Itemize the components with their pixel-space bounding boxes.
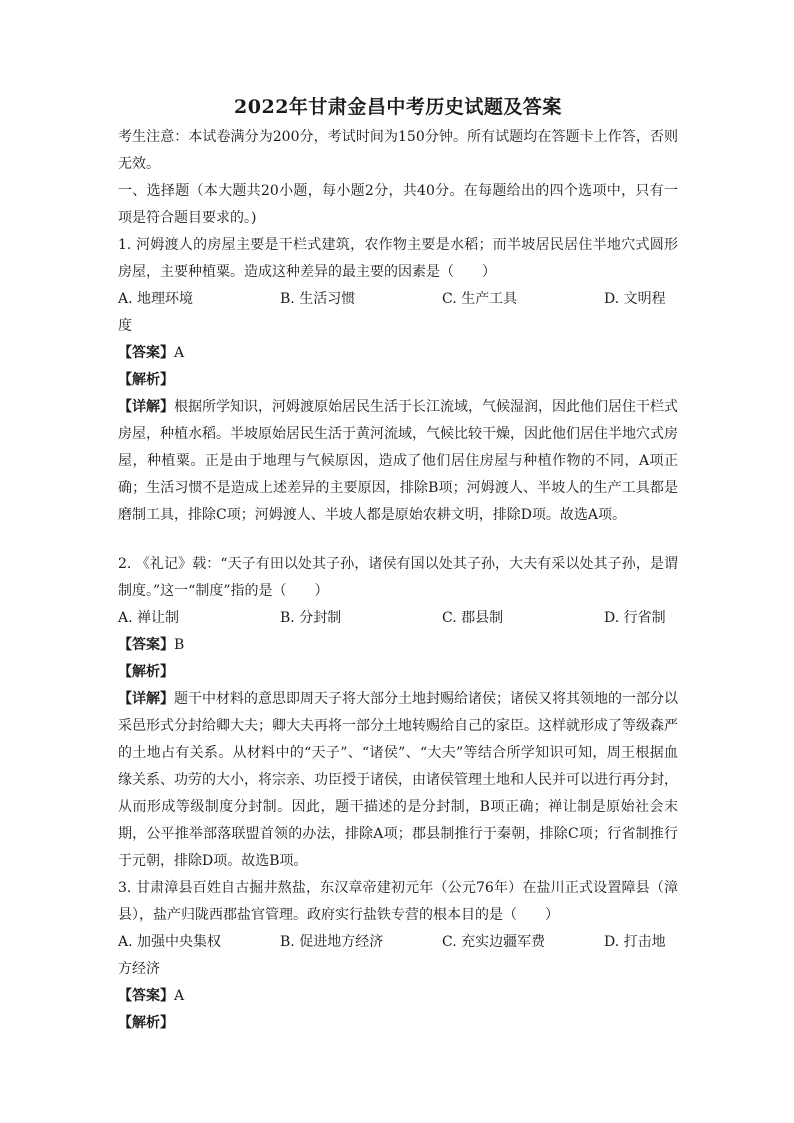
detail-paragraph [118,394,678,529]
question-1 [118,232,678,529]
analysis-label: 【解析】 [118,372,174,388]
option-b: B. 生活习惯 [280,291,356,307]
exam-notice: 考生注意：本试卷满分为200分，考试时间为150分钟。所有试题均在答题卡上作答，否则无效。 [118,129,678,172]
option-d: D. 打击地 [604,934,666,950]
answer-label: 【答案】 [118,637,174,653]
page-title: 2022年甘肃金昌中考历史试题及答案 [234,96,562,118]
section-heading: 一、选择题（本大题共20小题，每小题2分，共40分。在每题给出的四个选项中，只有一项是符合题目要求的。) [118,183,678,226]
option-c: C. 郡县制 [442,610,504,626]
option-c: C. 充实边疆军费 [442,934,546,950]
option-a: A. 加强中央集权 [118,934,222,950]
analysis-label: 【解析】 [118,664,174,680]
answer-line [118,340,678,367]
option-a: A. 地理环境 [118,291,194,307]
question-options [118,286,678,313]
option-wrap: 方经济 [118,961,160,977]
option-wrap: 度 [118,318,132,334]
option-c: C. 生产工具 [442,291,518,307]
answer-label: 【答案】 [118,988,174,1004]
question-stem: 3. 甘肃漳县百姓自古掘井熬盐，东汉章帝建初元年（公元76年）在盐川正式设置障县（漳县），盐产归陇西郡盐官管理。政府实行盐铁专营的根本目的是（ ） [118,880,678,923]
option-d: D. 文明程 [604,291,666,307]
detail-paragraph [118,686,678,875]
spacer [118,529,678,551]
analysis-label: 【解析】 [118,1015,174,1031]
question-2 [118,551,678,875]
answer-value: A [174,345,185,361]
option-b: B. 分封制 [280,610,342,626]
option-b: B. 促进地方经济 [280,934,384,950]
detail-label: 【详解】 [118,691,174,707]
option-d: D. 行省制 [604,610,666,626]
answer-line [118,983,678,1010]
question-options [118,605,678,632]
answer-value: A [174,988,185,1004]
question-stem: 2. 《礼记》载：“天子有田以处其子孙，诸侯有国以处其子孙，大夫有采以处其子孙，是谓制度。”这一“制度”指的是（ ） [118,556,678,599]
answer-value: B [174,637,185,653]
detail-text: 根据所学知识，河姆渡原始居民生活于长江流域，气候湿润，因此他们居住干栏式房屋，种植水稻。半坡原始居民生活于黄河流域，气候比较干燥，因此他们居住半地穴式房屋，种植粟。正是由于地理与气候原因，造成了他们居住房屋与种植作物的不同，A项正确；生活习惯不是造成上述差异的主要原因，排除B项；河姆渡人、半坡人的生产工具都是磨制工具，排除C项；河姆渡人、半坡人都是原始农耕文明，排除D项。故选A项。 [118,399,678,523]
answer-label: 【答案】 [118,345,174,361]
question-stem: 1. 河姆渡人的房屋主要是干栏式建筑，农作物主要是水稻；而半坡居民居住半地穴式圆形房屋，主要种植粟。造成这种差异的最主要的因素是（ ） [118,237,678,280]
detail-text: 题干中材料的意思即周天子将大部分土地封赐给诸侯；诸侯又将其领地的一部分以采邑形式分封给卿大夫；卿大夫再将一部分土地转赐给自己的家臣。这样就形成了等级森严的土地占有关系。从材料中的“天子”、“诸侯”、“大夫”等结合所学知识可知，周王根据血缘关系、功劳的大小，将宗亲、功臣授于诸侯，由诸侯管理土地和人民并可以进行再分封，从而形成等级制度分封制。因此，题干描述的是分封制，B项正确；禅让制是原始社会末期，公平推举部落联盟首领的办法，排除A项；郡县制推行于秦朝，排除C项；行省制推行于元朝，排除D项。故选B项。 [118,691,678,869]
detail-label: 【详解】 [118,399,174,415]
question-3 [118,875,678,1037]
question-options [118,929,678,956]
option-a: A. 禅让制 [118,610,180,626]
answer-line [118,632,678,659]
document-page [118,92,678,1037]
